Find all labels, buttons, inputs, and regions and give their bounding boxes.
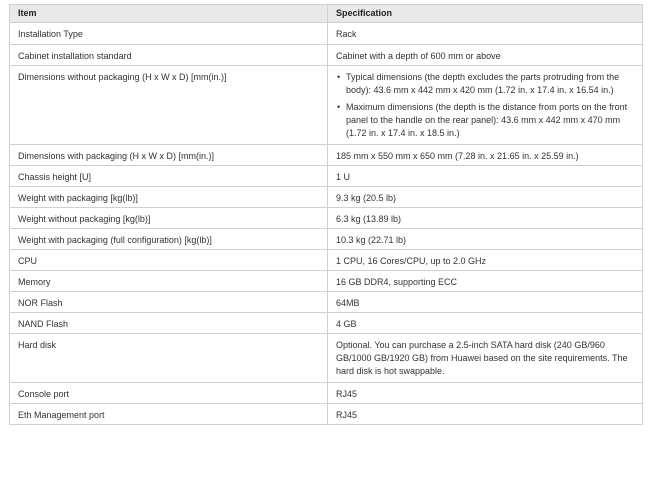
row-spec (328, 66, 643, 145)
table-row (10, 66, 643, 145)
table-row (10, 208, 643, 229)
table-row (10, 404, 643, 425)
list-item-text: Typical dimensions (the depth excludes the parts protruding from the body): 43.6 mm x 442 mm x 420 mm (1.72 in. x 17.4 in. x 16.54 in.) (346, 72, 620, 95)
row-spec: Optional. You can purchase a 2.5-inch SATA hard disk (240 GB/960 GB/1000 GB/1920 GB) from Huawei based on the site requirements. The hard disk is hot swappable. (328, 334, 643, 383)
table-row (10, 383, 643, 404)
row-item: Installation Type (10, 23, 328, 45)
table-header-row (10, 5, 643, 23)
row-item: NOR Flash (10, 292, 328, 313)
row-item: Chassis height [U] (10, 166, 328, 187)
list-item-text: Maximum dimensions (the depth is the distance from ports on the front panel to the handle on the rear panel): 43.6 mm x 442 mm x 470 mm (1.72 in. x 17.4 in. x 18.5 in.) (346, 102, 628, 138)
table-row (10, 187, 643, 208)
list-item (336, 71, 634, 97)
header-specification: Specification (328, 5, 643, 23)
row-item: Cabinet installation standard (10, 45, 328, 66)
table-row (10, 229, 643, 250)
row-spec: RJ45 (328, 383, 643, 404)
table-row (10, 23, 643, 45)
row-spec: 1 U (328, 166, 643, 187)
spec-bullet-list (336, 71, 634, 140)
row-item: Weight without packaging [kg(lb)] (10, 208, 328, 229)
table-row (10, 334, 643, 383)
header-item: Item (10, 5, 328, 23)
row-spec: 64MB (328, 292, 643, 313)
row-item: Weight with packaging [kg(lb)] (10, 187, 328, 208)
table-row (10, 145, 643, 166)
row-item: Dimensions without packaging (H x W x D) [mm(in.)] (10, 66, 328, 145)
row-item: Console port (10, 383, 328, 404)
row-item: NAND Flash (10, 313, 328, 334)
row-item: CPU (10, 250, 328, 271)
row-spec: Rack (328, 23, 643, 45)
table-row (10, 271, 643, 292)
list-item (336, 101, 634, 140)
table-row (10, 292, 643, 313)
row-spec: Cabinet with a depth of 600 mm or above (328, 45, 643, 66)
spec-table-container (9, 4, 642, 425)
table-row (10, 45, 643, 66)
row-item: Eth Management port (10, 404, 328, 425)
row-item: Dimensions with packaging (H x W x D) [mm(in.)] (10, 145, 328, 166)
bullet-icon: • (337, 72, 341, 82)
row-item: Weight with packaging (full configuration) [kg(lb)] (10, 229, 328, 250)
row-spec: 16 GB DDR4, supporting ECC (328, 271, 643, 292)
table-row (10, 313, 643, 334)
row-spec: 6.3 kg (13.89 lb) (328, 208, 643, 229)
table-row (10, 166, 643, 187)
table-row (10, 250, 643, 271)
bullet-icon: • (337, 102, 341, 112)
row-spec: 185 mm x 550 mm x 650 mm (7.28 in. x 21.65 in. x 25.59 in.) (328, 145, 643, 166)
row-spec: 9.3 kg (20.5 lb) (328, 187, 643, 208)
spec-table (9, 4, 643, 425)
row-spec: 4 GB (328, 313, 643, 334)
row-spec: 1 CPU, 16 Cores/CPU, up to 2.0 GHz (328, 250, 643, 271)
row-spec: 10.3 kg (22.71 lb) (328, 229, 643, 250)
row-item: Memory (10, 271, 328, 292)
row-item: Hard disk (10, 334, 328, 383)
row-spec: RJ45 (328, 404, 643, 425)
